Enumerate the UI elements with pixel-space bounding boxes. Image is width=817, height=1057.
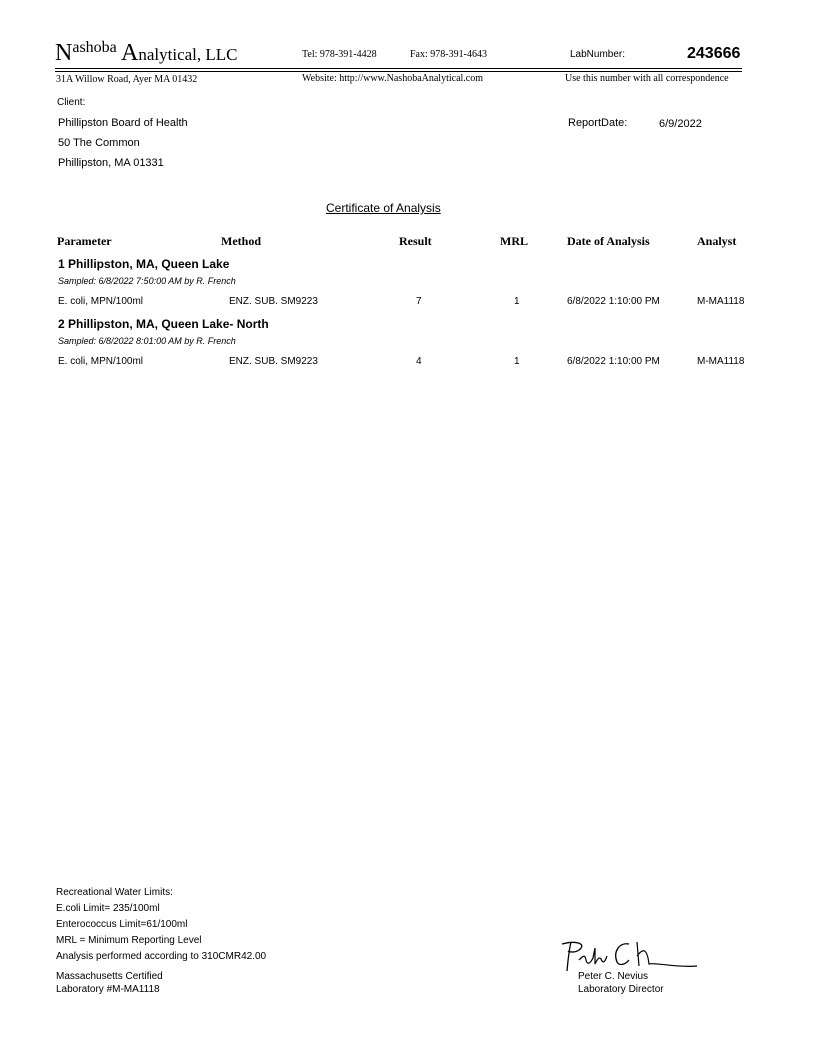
result-analyst: M-MA1118	[697, 296, 745, 307]
sample-title: 2 Phillipston, MA, Queen Lake- North	[58, 317, 269, 331]
signatory-title: Laboratory Director	[578, 984, 664, 995]
column-header-mrl: MRL	[500, 234, 528, 248]
lab-number-label: LabNumber:	[570, 49, 626, 60]
sample-title: 1 Phillipston, MA, Queen Lake	[58, 257, 230, 271]
sample-collected-info: Sampled: 6/8/2022 7:50:00 AM by R. French	[58, 276, 236, 286]
logo-initial-a: A	[121, 40, 139, 66]
logo-rest: nalytical, LLC	[138, 45, 238, 64]
column-header-result: Result	[399, 234, 432, 248]
column-header-parameter: Parameter	[57, 234, 112, 248]
report-date-label: ReportDate:	[568, 117, 628, 129]
logo-ashoba: ashoba	[72, 39, 117, 56]
company-address: 31A Willow Road, Ayer MA 01432	[56, 74, 198, 85]
client-city: Phillipston, MA 01331	[58, 157, 164, 169]
column-header-analyst: Analyst	[697, 234, 737, 248]
header-divider-top	[55, 68, 742, 69]
signature-image	[557, 938, 702, 974]
result-mrl: 1	[514, 356, 520, 367]
result-method: ENZ. SUB. SM9223	[229, 296, 318, 307]
result-analysis-date: 6/8/2022 1:10:00 PM	[567, 296, 660, 307]
note-line: Recreational Water Limits:	[56, 887, 173, 898]
lab-number-note: Use this number with all correspondence	[565, 73, 729, 84]
certification-line: Massachusetts Certified	[56, 971, 163, 982]
certification-number: Laboratory #M-MA1118	[56, 984, 160, 995]
result-analyst: M-MA1118	[697, 356, 745, 367]
report-date: 6/9/2022	[659, 118, 702, 130]
result-mrl: 1	[514, 296, 520, 307]
sample-collected-info: Sampled: 6/8/2022 8:01:00 AM by R. French	[58, 336, 236, 346]
result-parameter: E. coli, MPN/100ml	[58, 356, 144, 367]
company-website: Website: http://www.NashobaAnalytical.com	[302, 73, 484, 84]
result-analysis-date: 6/8/2022 1:10:00 PM	[567, 356, 660, 367]
result-value: 7	[416, 296, 422, 307]
client-label: Client:	[57, 97, 86, 108]
client-name: Phillipston Board of Health	[58, 117, 188, 129]
note-line: Enterococcus Limit=61/100ml	[56, 919, 188, 930]
header-divider-bottom	[55, 71, 742, 72]
logo-initial-n: N	[55, 40, 73, 66]
column-header-date: Date of Analysis	[567, 234, 650, 248]
document-title: Certificate of Analysis	[326, 201, 441, 215]
result-parameter: E. coli, MPN/100ml	[58, 296, 144, 307]
note-line: E.coli Limit= 235/100ml	[56, 903, 160, 914]
signatory-name: Peter C. Nevius	[578, 971, 649, 982]
note-line: MRL = Minimum Reporting Level	[56, 935, 202, 946]
client-street: 50 The Common	[58, 137, 140, 149]
note-line: Analysis performed according to 310CMR42.00	[56, 951, 267, 962]
result-value: 4	[416, 356, 422, 367]
column-header-method: Method	[221, 234, 261, 248]
result-method: ENZ. SUB. SM9223	[229, 356, 318, 367]
fax-number: Fax: 978-391-4643	[410, 49, 487, 60]
lab-number: 243666	[687, 45, 741, 62]
phone-number: Tel: 978-391-4428	[302, 49, 377, 60]
company-logo	[55, 40, 238, 67]
